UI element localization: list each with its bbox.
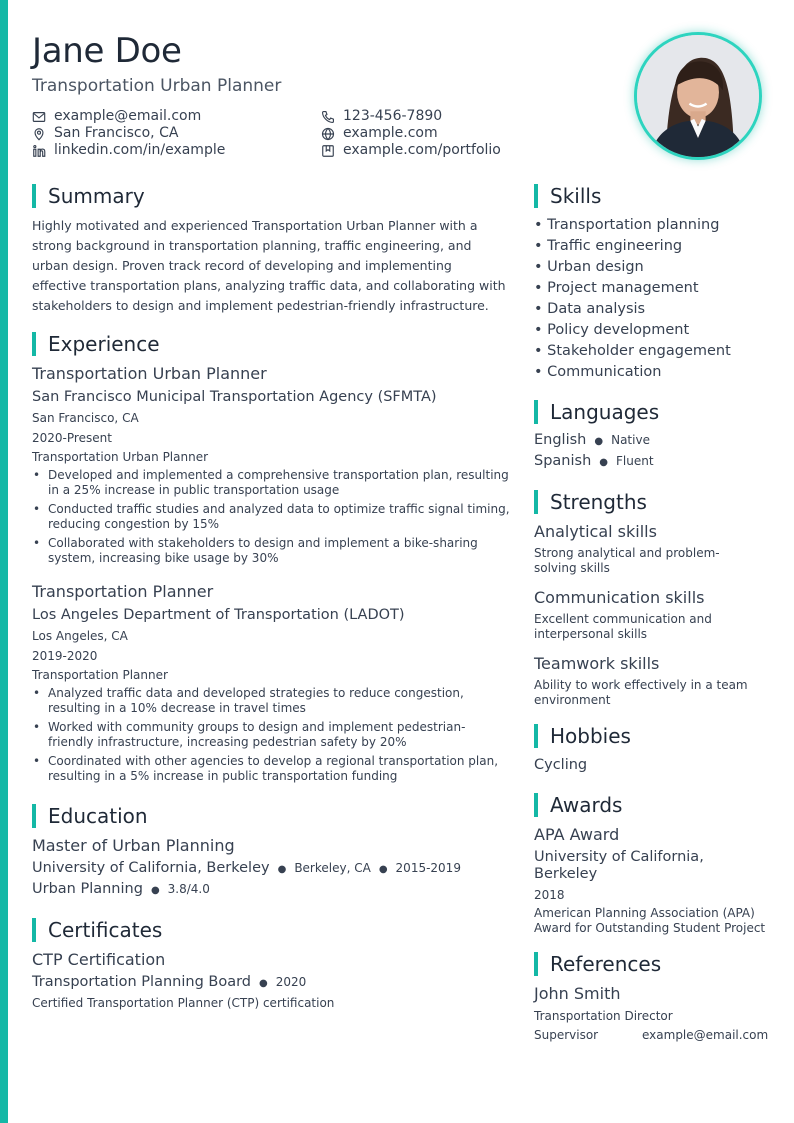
education-field-row xyxy=(32,881,210,897)
globe-icon xyxy=(321,127,335,141)
website-text: example.com xyxy=(343,125,438,141)
list-item: • Urban design xyxy=(534,257,731,278)
phone-text: 123-456-7890 xyxy=(343,108,443,124)
language-row xyxy=(534,453,654,469)
portfolio-text: example.com/portfolio xyxy=(343,142,501,158)
language-name: Spanish xyxy=(534,453,592,469)
skills-list xyxy=(534,215,731,383)
strength-description: Excellent communication and interpersonal skills xyxy=(534,612,712,641)
job-location: Los Angeles, CA xyxy=(32,629,128,643)
education-degree: Master of Urban Planning xyxy=(32,836,235,855)
summary-text: Highly motivated and experienced Transportation Urban Planner with a strong background in transportation planning, traffic engineering, and urban design. Proven track record of developing and implementing effective transportation plans, analyzing traffic data, and collaborating with stakeholders to design and implement pedestrian-friendly infrastructure. xyxy=(32,218,506,313)
list-item: • Traffic engineering xyxy=(534,236,731,257)
list-item: • Communication xyxy=(534,362,731,383)
contact-portfolio[interactable] xyxy=(321,142,501,159)
job-company: San Francisco Municipal Transportation Agency (SFMTA) xyxy=(32,389,437,405)
reference-title: Transportation Director xyxy=(534,1009,673,1023)
strength-title: Analytical skills xyxy=(534,522,657,541)
strength-description: Strong analytical and problem-solving skills xyxy=(534,546,720,575)
certificate-name: CTP Certification xyxy=(32,950,166,969)
education-school: University of California, Berkeley xyxy=(32,860,270,876)
education-location: Berkeley, CA xyxy=(294,861,371,875)
job-role: Transportation Urban Planner xyxy=(32,450,209,464)
contact-linkedin[interactable] xyxy=(32,142,225,159)
strength-title: Communication skills xyxy=(534,588,705,607)
job-company: Los Angeles Department of Transportation (LADOT) xyxy=(32,607,405,623)
email-text: example@email.com xyxy=(54,108,202,124)
certificates-heading: Certificates xyxy=(32,918,162,942)
education-gpa: 3.8/4.0 xyxy=(167,882,210,896)
list-item: • Transportation planning xyxy=(534,215,731,236)
award-name: APA Award xyxy=(534,825,620,844)
linkedin-icon xyxy=(32,144,46,158)
certificate-issuer-row xyxy=(32,974,306,990)
list-item: • Project management xyxy=(534,278,731,299)
mail-icon xyxy=(32,110,46,124)
location-text: San Francisco, CA xyxy=(54,125,179,141)
language-row xyxy=(534,432,650,448)
job-role: Transportation Planner xyxy=(32,668,168,682)
job-position: Transportation Planner xyxy=(32,582,214,601)
strengths-heading: Strengths xyxy=(534,490,647,514)
certificate-year: 2020 xyxy=(275,975,307,989)
list-item: • Collaborated with stakeholders to design and implement a bike-sharing system, increasing bike usage by 30% xyxy=(32,536,510,566)
award-description: American Planning Association (APA) Award for Outstanding Student Project xyxy=(534,906,766,935)
education-heading: Education xyxy=(32,804,148,828)
references-heading: References xyxy=(534,952,661,976)
contact-website[interactable] xyxy=(321,125,438,142)
job-dates: 2019-2020 xyxy=(32,649,98,663)
list-item: • Developed and implemented a comprehensive transportation plan, resulting in a 25% increase in public transportation usage xyxy=(32,468,510,498)
reference-relationship: Supervisor xyxy=(534,1028,599,1042)
award-year: 2018 xyxy=(534,888,565,902)
list-item: • Conducted traffic studies and analyzed data to optimize traffic signal timing, reducing congestion by 15% xyxy=(32,502,510,532)
reference-name: John Smith xyxy=(534,984,621,1003)
accent-bar xyxy=(0,0,8,1123)
list-item: • Policy development xyxy=(534,320,731,341)
summary-heading: Summary xyxy=(32,184,145,208)
list-item: • Worked with community groups to design and implement pedestrian-friendly infrastructure, increasing pedestrian safety by 20% xyxy=(32,720,510,750)
list-item: • Analyzed traffic data and developed strategies to reduce congestion, resulting in a 10% decrease in travel times xyxy=(32,686,510,716)
contact-email[interactable] xyxy=(32,108,201,125)
portfolio-icon xyxy=(321,144,335,158)
hobbies-heading: Hobbies xyxy=(534,724,631,748)
separator-dot: ● xyxy=(378,864,388,875)
hobby-item: Cycling xyxy=(534,757,588,773)
contact-phone[interactable] xyxy=(321,108,442,125)
job-bullets xyxy=(32,686,510,788)
job-location: San Francisco, CA xyxy=(32,411,139,425)
certificate-description: Certified Transportation Planner (CTP) certification xyxy=(32,996,335,1010)
language-level: Fluent xyxy=(616,454,654,468)
linkedin-text: linkedin.com/in/example xyxy=(54,142,226,158)
education-dates: 2015-2019 xyxy=(395,861,461,875)
list-item: • Data analysis xyxy=(534,299,731,320)
separator-dot: ● xyxy=(259,978,268,989)
portrait-image xyxy=(637,35,759,157)
education-field: Urban Planning xyxy=(32,881,143,897)
phone-icon xyxy=(321,110,335,124)
awards-heading: Awards xyxy=(534,793,622,817)
job-bullets xyxy=(32,468,510,570)
person-name: Jane Doe xyxy=(32,31,182,71)
separator-dot: ● xyxy=(594,436,604,447)
job-title: Transportation Urban Planner xyxy=(32,76,282,96)
separator-dot: ● xyxy=(277,864,287,875)
separator-dot: ● xyxy=(150,885,160,896)
list-item: • Stakeholder engagement xyxy=(534,341,731,362)
award-organization: University of California, Berkeley xyxy=(534,849,704,882)
strength-title: Teamwork skills xyxy=(534,654,660,673)
job-position: Transportation Urban Planner xyxy=(32,364,267,383)
profile-photo xyxy=(634,32,762,160)
education-details xyxy=(32,860,461,876)
skills-heading: Skills xyxy=(534,184,601,208)
strength-description: Ability to work effectively in a team environment xyxy=(534,678,748,707)
languages-heading: Languages xyxy=(534,400,659,424)
list-item: • Coordinated with other agencies to develop a regional transportation plan, resulting in a 5% increase in public transportation funding xyxy=(32,754,510,784)
reference-email[interactable]: example@email.com xyxy=(642,1028,769,1042)
experience-heading: Experience xyxy=(32,332,160,356)
language-name: English xyxy=(534,432,587,448)
location-pin-icon xyxy=(32,127,46,141)
separator-dot: ● xyxy=(599,457,608,468)
contact-location xyxy=(32,125,178,142)
language-level: Native xyxy=(611,433,650,447)
job-dates: 2020-Present xyxy=(32,431,112,445)
certificate-issuer: Transportation Planning Board xyxy=(32,974,251,990)
